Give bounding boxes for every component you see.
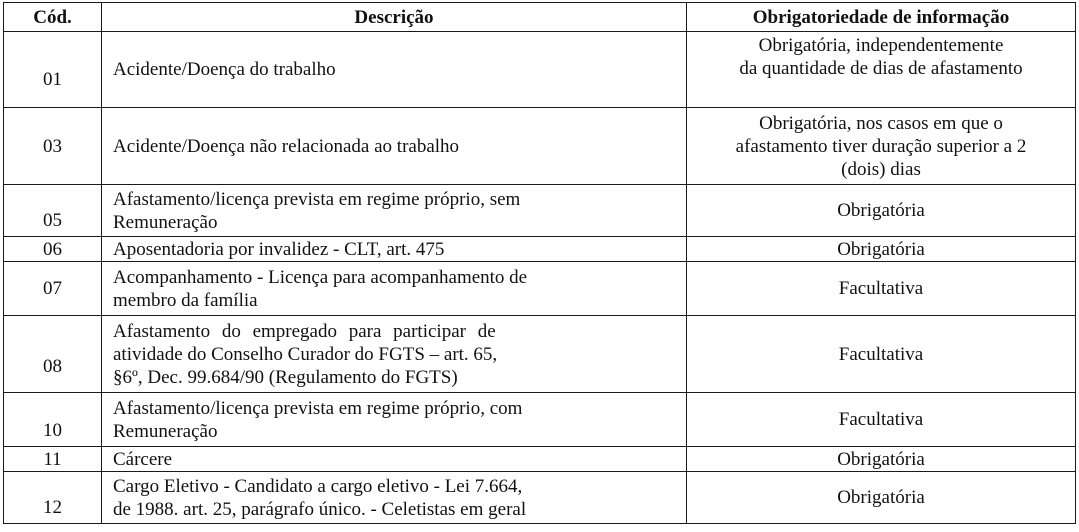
row-description [102,472,687,524]
description-line: Acidente/Doença do trabalho [113,59,336,80]
row-description [102,262,687,316]
row-description [102,447,687,472]
row-obligation [687,472,1076,524]
description-line: Afastamento do empregado para participar de [113,320,496,342]
obligation-line: Obrigatória [837,200,925,221]
row-code: 10 [4,393,102,447]
row-obligation [687,237,1076,262]
table-row [4,472,1076,524]
description-line: Afastamento/licença prevista em regime próprio, com [113,397,523,419]
row-description [102,393,687,447]
row-description [102,237,687,262]
description-line: Acidente/Doença não relacionada ao trabalho [113,135,460,157]
description-line: Remuneração [113,420,218,442]
row-description [102,316,687,393]
table-row [4,185,1076,237]
table-row [4,393,1076,447]
table-row [4,316,1076,393]
obligation-line: (dois) dias [841,158,921,180]
table-row [4,237,1076,262]
row-obligation [687,447,1076,472]
table-row [4,32,1076,108]
row-obligation [687,393,1076,447]
obligation-line: Obrigatória, independentemente [758,35,1004,56]
row-code: 01 [4,32,102,108]
obligation-line: Obrigatória [837,448,925,470]
description-line: §6º, Dec. 99.684/90 (Regulamento do FGTS) [113,366,458,388]
obligation-line: Obrigatória, nos casos em que o [759,112,1003,134]
obligation-line: Obrigatória [837,238,925,260]
table-header-row [4,3,1076,32]
row-obligation [687,108,1076,185]
description-line: Aposentadoria por invalidez - CLT, art. 475 [113,238,445,260]
row-code: 07 [4,262,102,316]
table-row [4,262,1076,316]
row-description [102,108,687,185]
row-code: 08 [4,316,102,393]
row-code: 06 [4,237,102,262]
table-row [4,108,1076,185]
description-line: Cargo Eletivo - Candidato a cargo eletivo - Lei 7.664, [113,475,523,497]
row-obligation [687,32,1076,108]
header-obligation: Obrigatoriedade de informação [687,3,1076,32]
description-line: Acompanhamento - Licença para acompanhamento de [113,266,528,288]
row-code: 03 [4,108,102,185]
row-code: 05 [4,185,102,237]
obligation-line: Obrigatória [837,487,925,508]
obligation-line: Facultativa [838,409,924,430]
obligation-line: da quantidade de dias de afastamento [739,58,1023,79]
obligation-line: Facultativa [838,278,924,299]
leave-codes-table [3,2,1076,524]
description-line: de 1988. art. 25, parágrafo único. - Celetistas em geral [113,498,527,520]
description-line: Remuneração [113,211,218,233]
row-description [102,185,687,237]
row-obligation [687,262,1076,316]
header-description: Descrição [102,3,687,32]
obligation-line: afastamento tiver duração superior a 2 [735,135,1027,157]
description-line: Afastamento/licença prevista em regime próprio, sem [113,188,521,210]
row-code: 11 [4,447,102,472]
description-line: Cárcere [113,448,173,470]
row-obligation [687,316,1076,393]
row-code: 12 [4,472,102,524]
table-row [4,447,1076,472]
header-code: Cód. [4,3,102,32]
obligation-line: Facultativa [838,343,924,365]
description-line: membro da família [113,289,258,311]
description-line: atividade do Conselho Curador do FGTS – art. 65, [113,343,498,365]
row-description [102,32,687,108]
row-obligation [687,185,1076,237]
